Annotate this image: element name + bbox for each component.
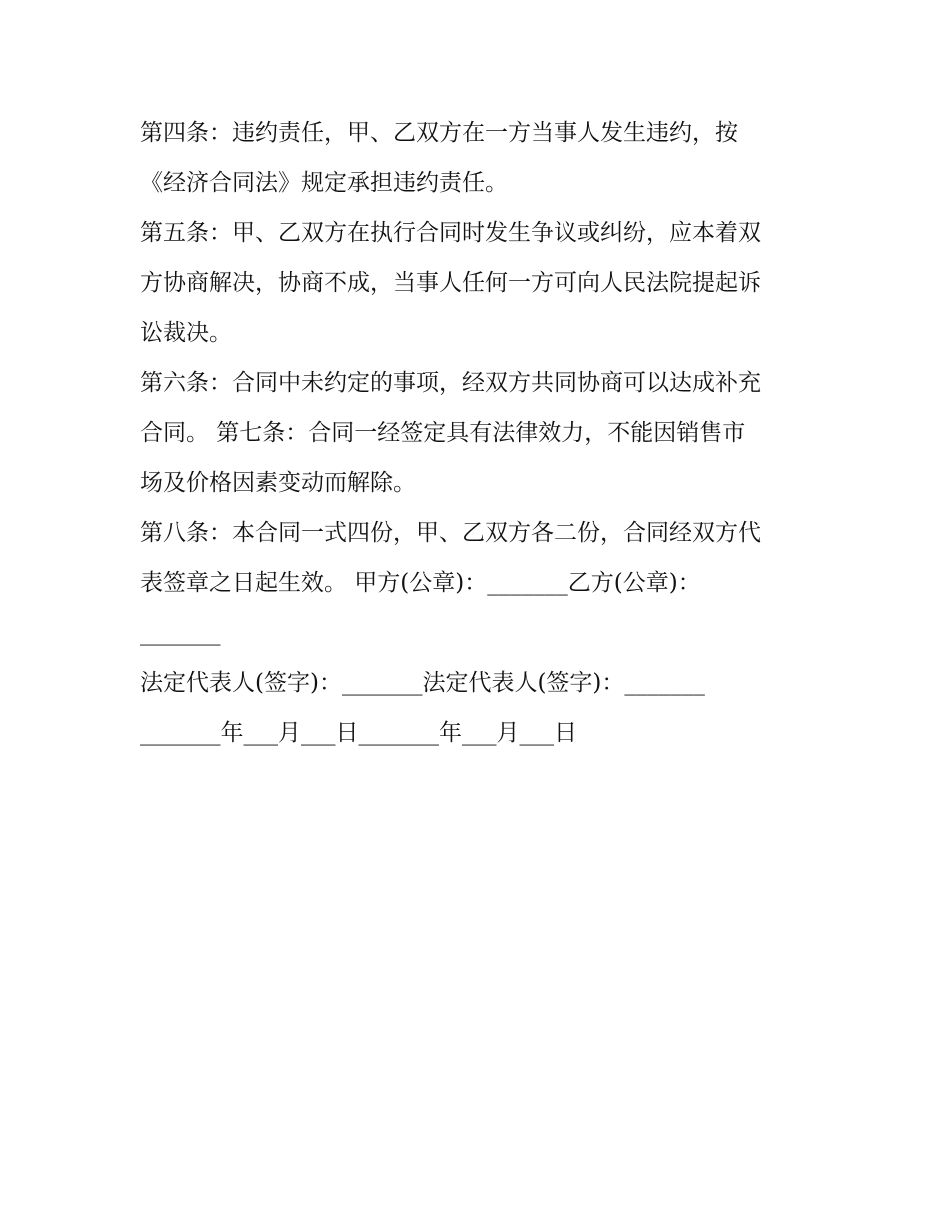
representative-signature-line: 法定代表人(签字)：_______法定代表人(签字)：_______ xyxy=(140,670,705,696)
article-6-7-line: 合同。 第七条：合同一经签定具有法律效力，不能因销售市 xyxy=(140,420,746,446)
contract-text xyxy=(140,108,830,758)
article-8-seal-line: 表签章之日起生效。 甲方(公章)：_______乙方(公章)： xyxy=(140,570,701,596)
article-4-line-1: 第四条：违约责任，甲、乙双方在一方当事人发生违约，按 xyxy=(140,120,738,146)
seal-blank-line: _______ xyxy=(140,620,221,646)
article-4-line-2: 《经济合同法》规定承担违约责任。 xyxy=(140,170,508,196)
article-6-line-1: 第六条：合同中未约定的事项，经双方共同协商可以达成补充 xyxy=(140,370,761,396)
article-7-line-2: 场及价格因素变动而解除。 xyxy=(140,470,416,496)
article-8-line-1: 第八条：本合同一式四份，甲、乙双方各二份，合同经双方代 xyxy=(140,520,761,546)
article-5-line-2: 方协商解决，协商不成，当事人任何一方可向人民法院提起诉 xyxy=(140,270,761,296)
date-line: _______年___月___日_______年___月___日 xyxy=(140,720,577,746)
article-5-line-1: 第五条：甲、乙双方在执行合同时发生争议或纠纷，应本着双 xyxy=(140,220,761,246)
article-5-line-3: 讼裁决。 xyxy=(140,320,232,346)
